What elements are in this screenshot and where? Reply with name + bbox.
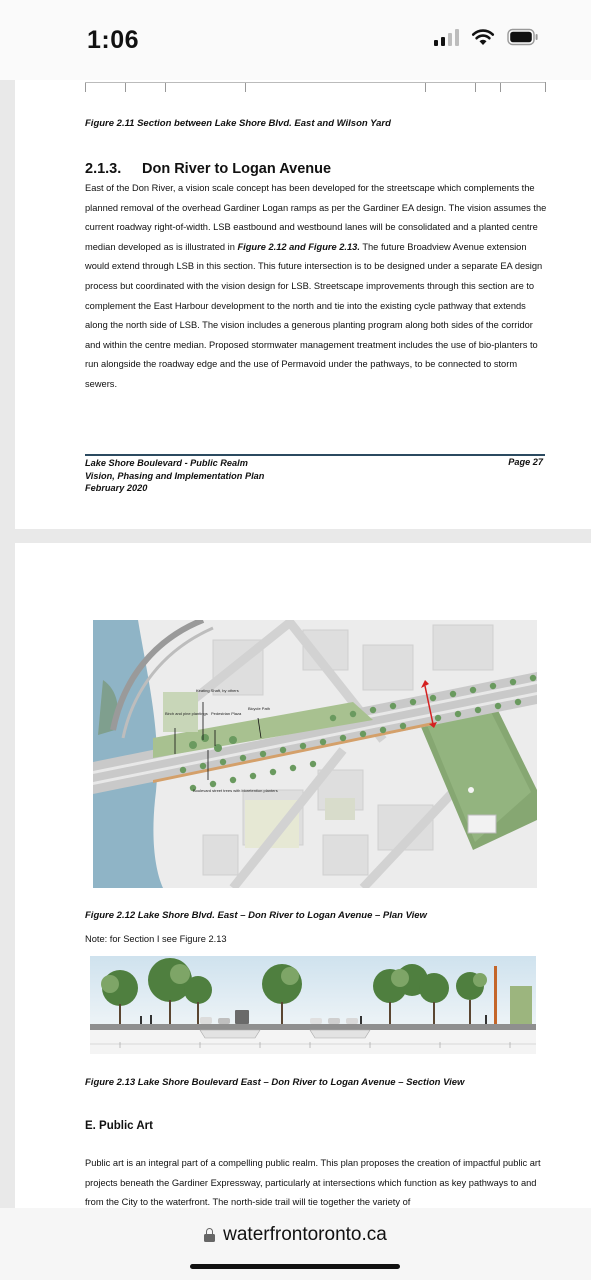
plan-label-pedestrian: Pedestrian Plaza <box>211 711 242 716</box>
footer-date: February 2020 <box>85 483 148 494</box>
home-indicator[interactable] <box>190 1264 400 1269</box>
figure-2-13-caption: Figure 2.13 Lake Shore Boulevard East – Don River to Logan Avenue – Section View <box>85 1077 465 1088</box>
document-page-28 <box>15 543 591 1223</box>
status-icons <box>434 28 539 46</box>
section-figure-fragment <box>85 82 545 96</box>
figure-reference: Figure 2.12 and Figure 2.13. <box>237 241 360 252</box>
url-text[interactable]: waterfrontoronto.ca <box>223 1224 387 1245</box>
footer-divider <box>85 454 545 456</box>
plan-label-bicycle: Bicycle Path <box>248 706 271 711</box>
public-art-paragraph: Public art is an integral part of a compelling public realm. This plan proposes the creation of impactful public art projects beneath the Gardiner Expressway, particularly at intersections which function as key pathways to and from the City to the waterfront. The north-side trail will tie together the variety of <box>85 1158 541 1208</box>
figure-note: Note: for Section I see Figure 2.13 <box>85 934 227 944</box>
section-paragraph <box>85 179 547 395</box>
plan-label-birch: Birch and pine plantings <box>165 711 208 716</box>
page-number: Page 27 <box>508 457 543 467</box>
lock-icon <box>204 1228 215 1242</box>
paragraph-text: The future Broadview Avenue extension would extend through LSB in this section. This future intersection is to be designed under a separate EA design process but coordinated with the vision design for LSB. Streetscape improvements through this section are to complement the East Harbour development to the north and tie into the existing cycle pathway that extends along the north side of LSB. The vision includes a generous planting program along both sides of the corridor and within the centre median. Proposed stormwater management treatment includes the use of bio-planters to run alongside the roadway edge and the use of Permavoid under the pathways, to be connected to storm sewers. <box>85 241 543 389</box>
status-time: 1:06 <box>87 26 140 54</box>
footer-document-title <box>85 457 264 495</box>
footer-line: Vision, Phasing and Implementation Plan <box>85 470 265 481</box>
figure-2-11-caption: Figure 2.11 Section between Lake Shore Blvd. East and Wilson Yard <box>85 118 391 129</box>
section-title: Don River to Logan Avenue <box>142 161 332 177</box>
section-heading <box>85 161 331 177</box>
section-view-figure <box>90 956 536 1054</box>
figure-2-12-caption: Figure 2.12 Lake Shore Blvd. East – Don River to Logan Avenue – Plan View <box>85 910 427 921</box>
section-number: 2.1.3. <box>85 161 122 177</box>
status-bar <box>0 0 591 80</box>
paragraph-text: East of the Don River, a vision scale concept has been developed for the streetscape which complements the planned removal of the overhead Gardiner Logan ramps as per the Gardiner EA design. The vision assumes the current roadway right-of-width. LSB eastbound and westbound lanes will be consolidated and a planted centre median developed as is illustrated in <box>85 183 547 252</box>
plan-view-figure <box>93 620 537 888</box>
document-page-27 <box>15 80 591 529</box>
battery-icon <box>507 28 539 46</box>
plan-label-keating: Keating Shaft, by others <box>196 688 239 693</box>
section-view-illustration <box>90 956 536 1054</box>
browser-address-bar[interactable] <box>0 1208 591 1280</box>
public-art-heading: E. Public Art <box>85 1120 153 1132</box>
plan-label-boulevard: Boulevard street trees with bioretention planters <box>193 788 278 793</box>
wifi-icon <box>471 28 495 46</box>
plan-view-map <box>93 620 537 888</box>
cellular-signal-icon <box>434 28 459 46</box>
footer-line: Lake Shore Boulevard - Public Realm <box>85 458 248 468</box>
address-field[interactable] <box>0 1224 591 1246</box>
